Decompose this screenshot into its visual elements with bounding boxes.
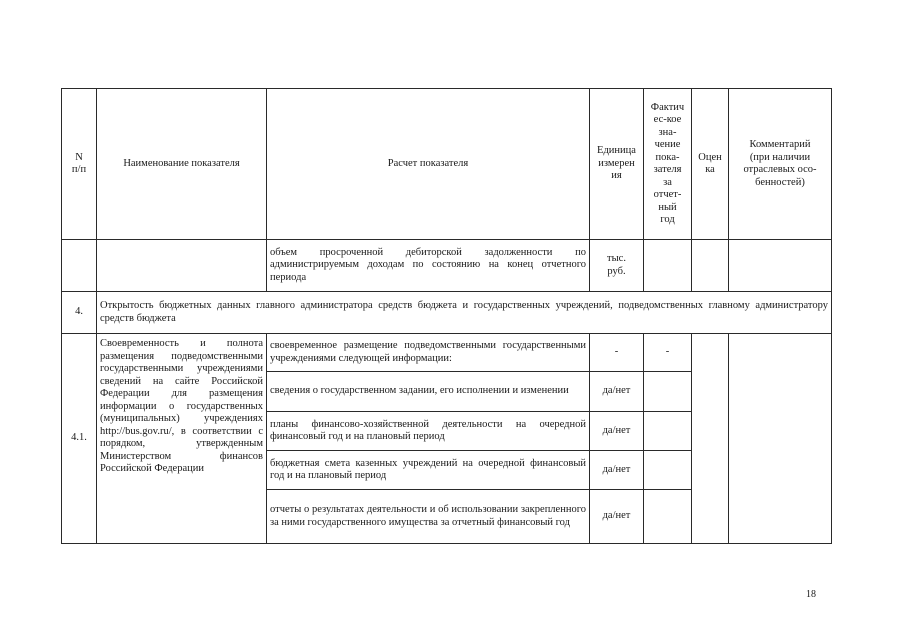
cont-calc: объем просроченной дебиторской задолженности по администрируемым доходам по состоянию на конец отчетного периода (267, 240, 590, 292)
indicator-actual-1: - (644, 334, 692, 372)
header-num: N п/п (62, 89, 97, 240)
page-number: 18 (806, 589, 816, 600)
indicator-table (61, 88, 832, 544)
header-score: Оцен ка (692, 89, 729, 240)
header-unit: Единица измерен ия (590, 89, 644, 240)
header-actual: Фактич ес-кое зна- чение пока- зателя за отчет- ный год (644, 89, 692, 240)
indicator-calc-2: сведения о государственном задании, его исполнении и изменении (267, 372, 590, 412)
indicator-name: Своевременность и полнота размещения подведомственными государственными учреждениями сведений на сайте Российской Федерации для размещения информации о государственных (муниципальных) учреждениях http://bus.gov.ru/, в соответствии с порядком, утвержденным Министерством финансов Российской Федерации (97, 334, 267, 544)
cont-unit: тыс. руб. (590, 240, 644, 292)
section-title: Открытость бюджетных данных главного администратора средств бюджета и государственных учреждений, подведомственных главному администратору средств бюджета (97, 292, 832, 334)
cont-comment (729, 240, 832, 292)
continuation-row (62, 240, 832, 292)
indicator-actual-2 (644, 372, 692, 412)
indicator-unit-3: да/нет (590, 412, 644, 451)
cont-name (97, 240, 267, 292)
header-row (62, 89, 832, 240)
section-num: 4. (62, 292, 97, 334)
indicator-unit-2: да/нет (590, 372, 644, 412)
indicator-actual-4 (644, 451, 692, 490)
indicator-unit-4: да/нет (590, 451, 644, 490)
section-row (62, 292, 832, 334)
indicator-row-1 (62, 334, 832, 372)
indicator-unit-5: да/нет (590, 490, 644, 544)
indicator-calc-4: бюджетная смета казенных учреждений на очередной финансовый год и на плановый период (267, 451, 590, 490)
indicator-calc-1: своевременное размещение подведомственными государственными учреждениями следующей информации: (267, 334, 590, 372)
indicator-actual-5 (644, 490, 692, 544)
indicator-num: 4.1. (62, 334, 97, 544)
cont-num (62, 240, 97, 292)
header-comment: Комментарий (при наличии отраслевых осо- бенностей) (729, 89, 832, 240)
cont-score (692, 240, 729, 292)
indicator-comment (729, 334, 832, 544)
indicator-unit-1: - (590, 334, 644, 372)
indicator-calc-3: планы финансово-хозяйственной деятельности на очередной финансовый год и на плановый период (267, 412, 590, 451)
cont-actual (644, 240, 692, 292)
indicator-actual-3 (644, 412, 692, 451)
header-name: Наименование показателя (97, 89, 267, 240)
indicator-calc-5: отчеты о результатах деятельности и об использовании закрепленного за ними государственного имущества за отчетный финансовый год (267, 490, 590, 544)
indicator-score (692, 334, 729, 544)
header-calc: Расчет показателя (267, 89, 590, 240)
